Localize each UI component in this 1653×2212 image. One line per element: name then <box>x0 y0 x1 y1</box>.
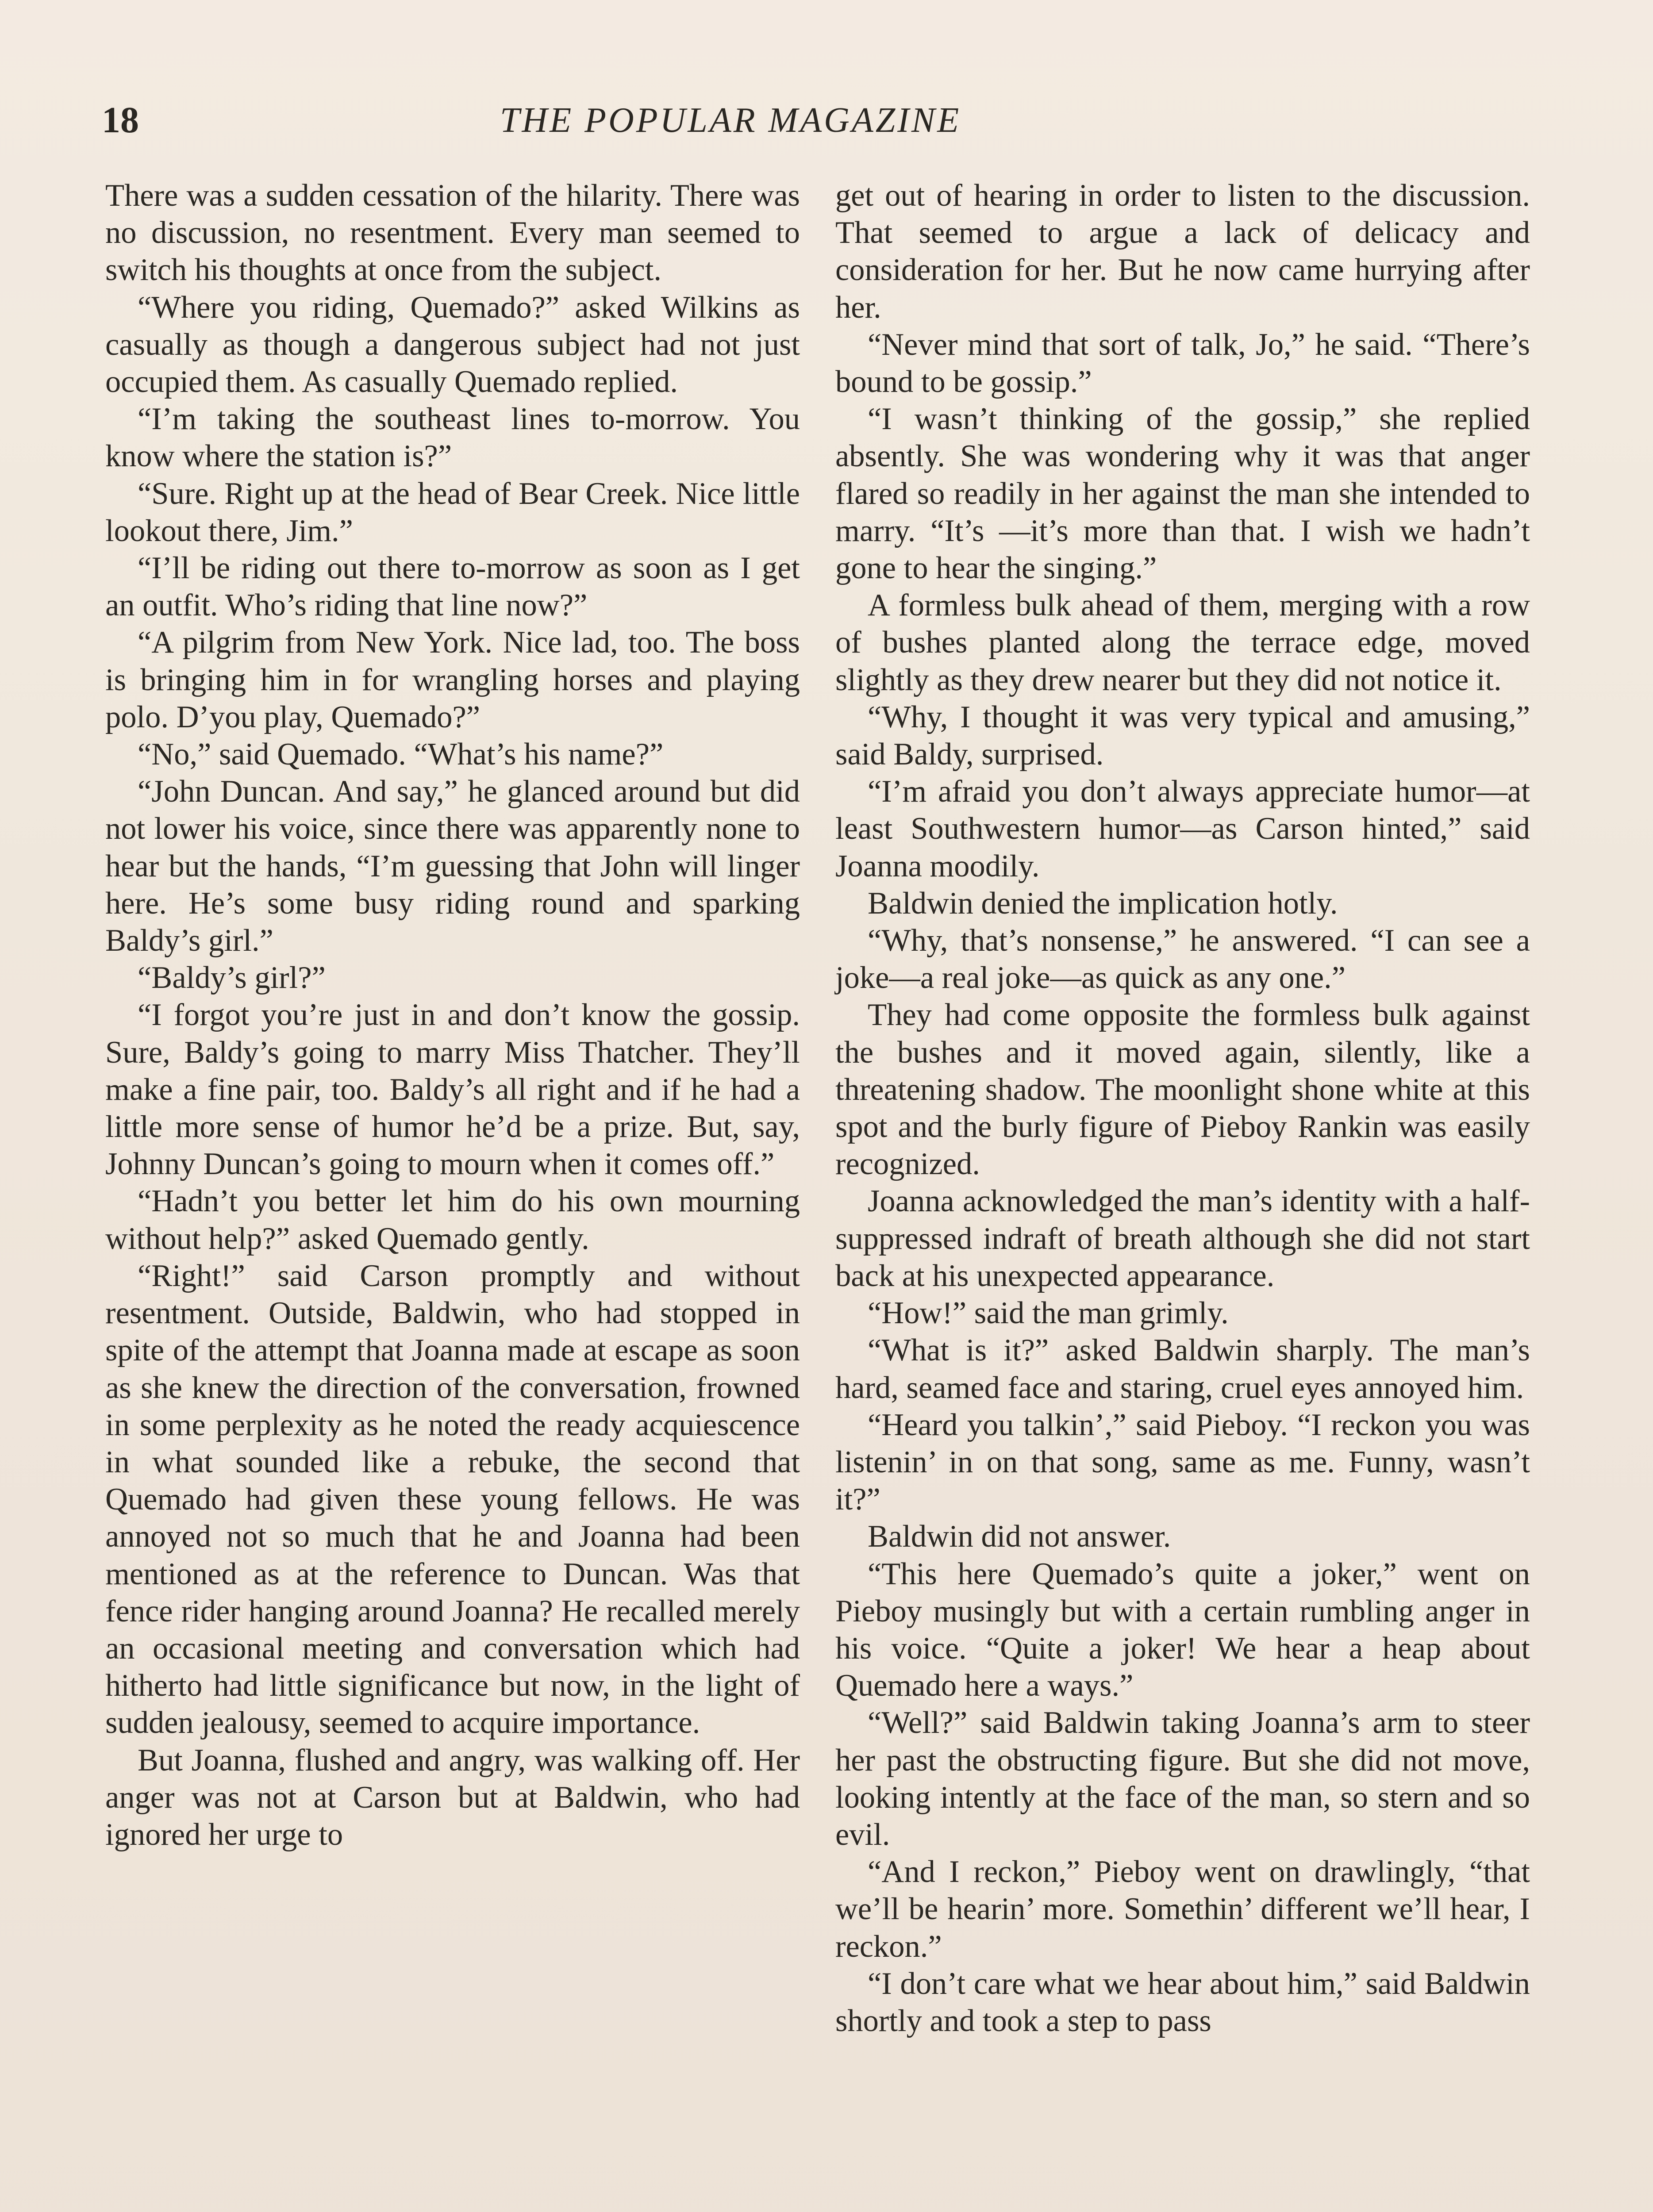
paragraph: get out of hearing in order to listen to the discussion. That seemed to argue a lack of delicacy and consideration for her. But he now came hurrying after her. <box>835 178 1530 325</box>
paragraph: “How!” said the man grimly. <box>868 1296 1229 1331</box>
paragraph: “What is it?” asked Baldwin sharply. The man’s hard, seamed face and staring, cruel eyes annoyed him. <box>835 1333 1530 1405</box>
paragraph: “Never mind that sort of talk, Jo,” he said. “There’s bound to be gossip.” <box>835 327 1530 399</box>
paragraph: “And I reckon,” Pieboy went on drawlingly, “that we’ll be hearin’ more. Somethin’ different we’ll hear, I reckon.” <box>835 1855 1530 1964</box>
paragraph: But Joanna, flushed and angry, was walking off. Her anger was not at Carson but at Baldwin, who had ignored her urge to <box>105 1743 800 1852</box>
paragraph: “I’ll be riding out there to-morrow as soon as I get an outfit. Who’s riding that line now?” <box>105 551 800 623</box>
page-number: 18 <box>102 100 139 141</box>
text-column-right <box>835 177 1530 2039</box>
page-header <box>102 98 1551 142</box>
running-head: THE POPULAR MAGAZINE <box>500 101 961 140</box>
paragraph: “Heard you talkin’,” said Pieboy. “I reckon you was listenin’ in on that song, same as me. Funny, wasn’t it?” <box>835 1407 1530 1517</box>
paragraph: “A pilgrim from New York. Nice lad, too. The boss is bringing him in for wrangling horses and playing polo. D’you play, Quemado?” <box>105 625 800 734</box>
paragraph: “I’m taking the southeast lines to-morrow. You know where the station is?” <box>105 402 800 474</box>
paragraph: Baldwin denied the implication hotly. <box>868 886 1338 921</box>
paragraph: They had come opposite the formless bulk against the bushes and it moved again, silently, like a threatening shadow. The moonlight shone white at this spot and the burly figure of Pieboy Rankin was easily recognized. <box>835 998 1530 1182</box>
paragraph: “No,” said Quemado. “What’s his name?” <box>138 737 664 772</box>
paragraph: “Well?” said Baldwin taking Joanna’s arm to steer her past the obstructing figure. But she did not move, looking intently at the face of the man, so stern and so evil. <box>835 1705 1530 1852</box>
text-column-left <box>105 177 800 1853</box>
paragraph: “This here Quemado’s quite a joker,” went on Pieboy musingly but with a certain rumbling anger in his voice. “Quite a joker! We hear a heap about Quemado here a ways.” <box>835 1556 1530 1703</box>
paragraph: “Hadn’t you better let him do his own mourning without help?” asked Quemado gently. <box>105 1184 800 1256</box>
paragraph: A formless bulk ahead of them, merging with a row of bushes planted along the terrace edge, moved slightly as they drew nearer but they did not notice it. <box>835 588 1530 697</box>
paragraph: “I don’t care what we hear about him,” said Baldwin shortly and took a step to pass <box>835 1966 1530 2038</box>
paragraph: Joanna acknowledged the man’s identity with a half-suppressed indraft of breath although she did not start back at his unexpected appearance. <box>835 1184 1530 1293</box>
paragraph: “Sure. Right up at the head of Bear Creek. Nice little lookout there, Jim.” <box>105 476 800 548</box>
paragraph: There was a sudden cessation of the hilarity. There was no discussion, no resentment. Every man seemed to switch his thoughts at once from the subject. <box>105 178 800 288</box>
paragraph: “Why, I thought it was very typical and amusing,” said Baldy, surprised. <box>835 699 1530 772</box>
paragraph: “I forgot you’re just in and don’t know the gossip. Sure, Baldy’s going to marry Miss Thatcher. They’ll make a fine pair, too. Baldy’s all right and if he had a little more sense of humor he’d be a prize. But, say, Johnny Duncan’s going to mourn when it comes off.” <box>105 998 800 1182</box>
paragraph: “Right!” said Carson promptly and without resentment. Outside, Baldwin, who had stopped in spite of the attempt that Joanna made at escape as soon as she knew the direction of the conversation, frowned in some perplexity as he noted the ready acquiescence in what sounded like a rebuke, the second that Quemado had given these young fellows. He was annoyed not so much that he and Joanna had been mentioned as at the reference to Duncan. Was that fence rider hanging around Joanna? He recalled merely an occasional meeting and conversation which had hitherto had little significance but now, in the light of sudden jealousy, seemed to acquire importance. <box>105 1258 800 1740</box>
paragraph: “Baldy’s girl?” <box>138 960 326 995</box>
paragraph: “Where you riding, Quemado?” asked Wilkins as casually as though a dangerous subject had not just occupied them. As casually Quemado replied. <box>105 290 800 399</box>
paragraph: “John Duncan. And say,” he glanced around but did not lower his voice, since there was apparently none to hear but the hands, “I’m guessing that John will linger here. He’s some busy riding round and sparking Baldy’s girl.” <box>105 774 800 958</box>
paragraph: “Why, that’s nonsense,” he answered. “I can see a joke—a real joke—as quick as any one.” <box>835 923 1530 995</box>
paragraph: “I wasn’t thinking of the gossip,” she replied absently. She was wondering why it was that anger flared so readily in her against the man she intended to marry. “It’s —it’s more than that. I wish we hadn’t gone to hear the singing.” <box>835 402 1530 586</box>
paragraph: Baldwin did not answer. <box>868 1519 1171 1554</box>
paragraph: “I’m afraid you don’t always appreciate humor—at least Southwestern humor—as Carson hinted,” said Joanna moodily. <box>835 774 1530 883</box>
